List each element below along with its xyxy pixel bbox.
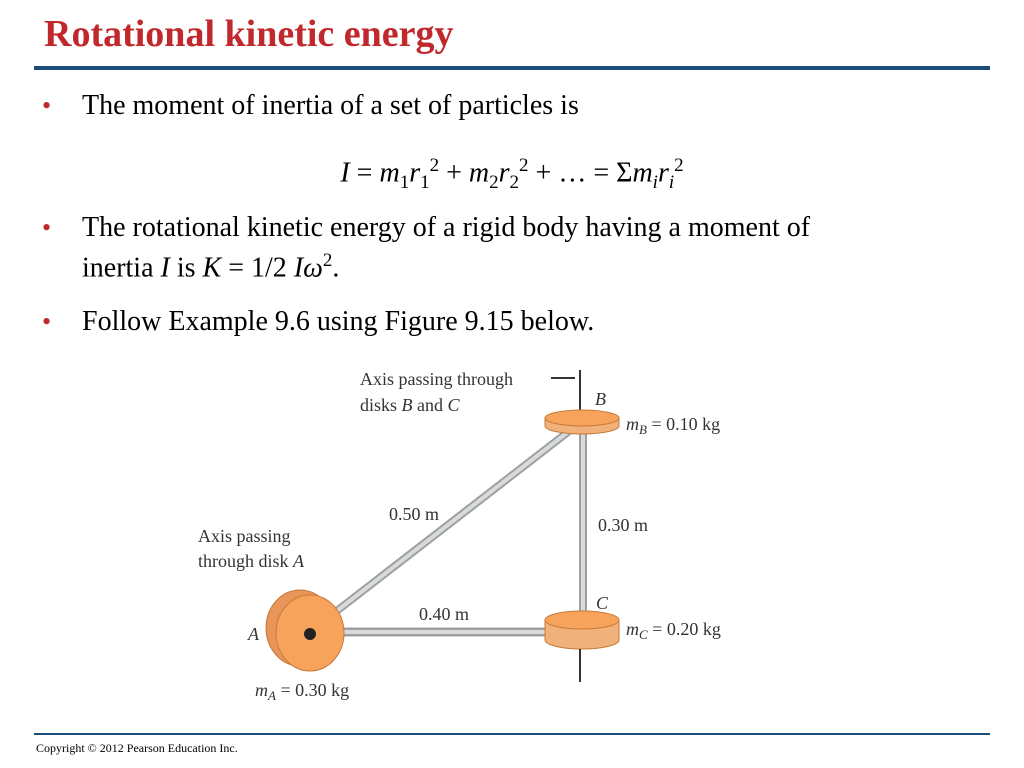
formula-r1: r	[409, 157, 421, 189]
disk-b	[545, 410, 619, 434]
formula-sup-2b: 2	[519, 155, 529, 176]
label-disk-b: B	[595, 389, 606, 409]
formula-r2: r	[498, 157, 510, 189]
axis-bc-label-2: disks B and C	[360, 395, 460, 415]
axis-point-a	[304, 628, 316, 640]
formula-mi: m	[632, 157, 653, 189]
bullet2-is: is	[169, 252, 203, 284]
formula-m2: m	[468, 157, 490, 189]
formula-m1: m	[379, 157, 400, 189]
axis-a-label-2: through disk A	[198, 551, 305, 571]
formula-I: I	[340, 157, 350, 189]
formula-sup-2: 2	[429, 155, 440, 176]
bullet-dot: •	[42, 307, 52, 336]
bullet2-K: K	[202, 252, 222, 284]
distance-ab-label: 0.50 m	[389, 504, 440, 524]
bullet2-period: .	[332, 252, 340, 284]
copyright-footer: Copyright © 2012 Pearson Education Inc.	[36, 741, 238, 755]
formula-sub-2: 2	[489, 171, 499, 193]
bullet2-inertia: inertia	[82, 252, 161, 284]
bullet1-text: The moment of inertia of a set of particles is	[82, 90, 579, 121]
formula-plus: +	[439, 157, 469, 189]
formula-sub-1b: 1	[420, 171, 430, 193]
bullet3-text: Follow Example 9.6 using Figure 9.15 below.	[82, 306, 595, 337]
formula-sub-i2: i	[668, 171, 675, 193]
bullet-dot: •	[42, 91, 52, 120]
mass-c-label: $m_C = 0.20$ kg	[626, 619, 721, 642]
distance-ac-label: 0.40 m	[419, 604, 470, 624]
label-disk-c: C	[596, 593, 609, 613]
formula-equals: =	[349, 157, 380, 189]
disk-a	[266, 590, 344, 671]
disk-c	[545, 611, 619, 649]
axis-bc-label-1: Axis passing through	[360, 369, 513, 389]
rod-ab-highlight	[338, 432, 568, 610]
slide-title: Rotational kinetic energy	[44, 13, 454, 55]
formula-sub-1: 1	[399, 171, 410, 193]
footer-divider	[34, 733, 990, 735]
bullet2-eq: = 1/2	[221, 252, 294, 284]
formula-sub-i: i	[652, 171, 658, 193]
axis-a-label-1: Axis passing	[198, 526, 291, 546]
bullet2-I-omega: Iω	[293, 252, 323, 284]
bullet2-I: I	[160, 252, 170, 284]
formula-sum: + … = Σ	[528, 157, 633, 189]
bullet2-line1: The rotational kinetic energy of a rigid body having a moment of	[82, 212, 811, 243]
formula-sup-2c: 2	[674, 155, 684, 176]
bullet-dot: •	[42, 213, 52, 242]
label-disk-a: A	[248, 624, 259, 644]
distance-bc-label: 0.30 m	[598, 515, 649, 535]
formula-sub-2b: 2	[509, 171, 520, 193]
mass-b-label: $m_B = 0.10$ kg	[626, 414, 721, 437]
formula-ri: r	[657, 157, 669, 189]
mass-a-label: $m_A = 0.30$ kg	[255, 680, 350, 703]
bullet2-squared: 2	[322, 250, 333, 271]
